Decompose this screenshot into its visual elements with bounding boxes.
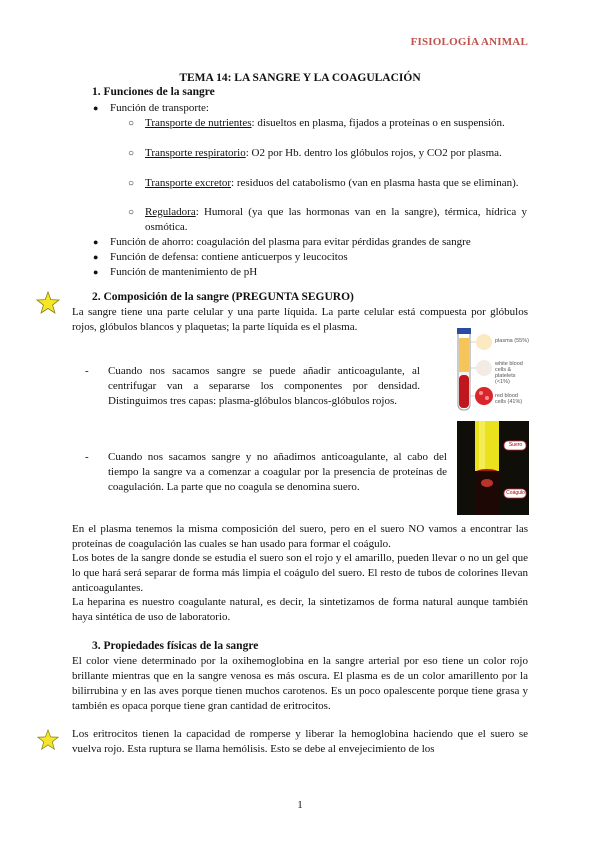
circle-bullet-icon: ○ bbox=[128, 118, 135, 129]
coagulo-label: Coágulo bbox=[506, 490, 525, 496]
clotted-blood-figure bbox=[457, 421, 529, 515]
section2-intro: La sangre tiene una parte celular y una parte líquida. La parte celular está compuesta por glóbulos rojos, glóbulos blancos y plaquetas; la parte líquida es el plasma. bbox=[72, 306, 528, 333]
circle-bullet-icon: ○ bbox=[128, 207, 135, 218]
section3-paragraph-color: El color viene determinado por la oxihemoglobina en la sangre arterial por eso tiene un color rojo brillante mientras que en la sangre venosa es más oscura. El plasma es de un color amarillento por la bilirrubina y en las aves porque tienen muchos carotenos. Es un poco opalescente porque tiene grasa y también es opaca porque tiene gran cantidad de eritrocitos. bbox=[72, 655, 528, 712]
centrifuged-blood-figure bbox=[452, 328, 530, 416]
star-icon bbox=[36, 291, 60, 315]
plasma-label: plasma (55%) bbox=[495, 338, 529, 344]
suero-label: Suero bbox=[508, 442, 523, 448]
section2-heading: 2. Composición de la sangre (PREGUNTA SEGURO) bbox=[92, 291, 354, 303]
white-cells-label: white blood cells & platelets (<1%) bbox=[495, 361, 523, 385]
dash-item-anticoagulante: - Cuando nos sacamos sangre se puede añadir anticoagulante, al centrifugar van a separarse los componentes por densidad. Distinguimos tres capas: plasma-glóbulos blancos-glóbulos rojos. bbox=[85, 365, 420, 407]
bullet-ph: ● Función de mantenimiento de pH bbox=[93, 266, 258, 278]
sub-bullet-respiratorio: ○ Transporte respiratorio: O2 por Hb. dentro los glóbulos rojos, y CO2 por plasma. bbox=[128, 147, 502, 159]
section2-paragraph-botes: Los botes de la sangre donde se estudia el suero son el rojo y el amarillo, pueden llevar o no un gel que lo que hará será separar de forma más limpia el coágulo del suero. El resto de tubos de colorines llevan anticoagulantes. bbox=[72, 552, 528, 594]
subject-header: FISIOLOGÍA ANIMAL bbox=[410, 36, 528, 48]
section1-heading: 1. Funciones de la sangre bbox=[92, 86, 215, 98]
bullet-icon: ● bbox=[93, 237, 99, 247]
star-icon bbox=[37, 729, 59, 751]
circle-bullet-icon: ○ bbox=[128, 178, 135, 189]
red-cells-label: red blood cells (41%) bbox=[495, 393, 523, 405]
section3-heading: 3. Propiedades físicas de la sangre bbox=[92, 640, 259, 652]
dash-item-sin-anticoagulante: - Cuando nos sacamos sangre y no añadimos anticoagulante, al cabo del tiempo la sangre va a comenzar a coagular por la presencia de proteínas de coagulación. La parte que no coagula se denomina suero. bbox=[85, 451, 447, 493]
circle-bullet-icon: ○ bbox=[128, 148, 135, 159]
page-number: 1 bbox=[297, 799, 303, 811]
bullet-transport: ● Función de transporte: bbox=[93, 102, 209, 114]
section2-paragraph-plasma: En el plasma tenemos la misma composición del suero, pero en el suero NO vamos a encontrar las proteínas de coagulación las cuales se han usado para formar el coágulo. bbox=[72, 523, 528, 550]
section2-paragraph-heparina: La heparina es nuestro coagulante natural, es decir, la sintetizamos de forma natural aunque también haya sintética de uso de laboratorio. bbox=[72, 596, 528, 623]
sub-bullet-reguladora: ○ Reguladora: Humoral (ya que las hormonas van en la sangre), térmica, hídrica y osmótica. bbox=[128, 206, 527, 233]
sub-bullet-excretor: ○ Transporte excretor: residuos del catabolismo (van en plasma hasta que se eliminan). bbox=[128, 177, 519, 189]
document-title: TEMA 14: LA SANGRE Y LA COAGULACIÓN bbox=[179, 72, 421, 84]
sub-bullet-nutrientes: ○ Transporte de nutrientes: disueltos en plasma, fijados a proteínas o en suspensión. bbox=[128, 117, 505, 129]
bullet-icon: ● bbox=[93, 103, 99, 113]
bullet-icon: ● bbox=[93, 252, 99, 262]
section3-paragraph-hemolisis: Los eritrocitos tienen la capacidad de romperse y liberar la hemoglobina haciendo que el suero se vuelva rojo. Esta ruptura se llama hemólisis. Esto se debe al envejecimiento de los bbox=[72, 728, 528, 755]
bullet-defensa: ● Función de defensa: contiene anticuerpos y leucocitos bbox=[93, 251, 348, 263]
bullet-ahorro: ● Función de ahorro: coagulación del plasma para evitar pérdidas grandes de sangre bbox=[93, 236, 471, 248]
bullet-icon: ● bbox=[93, 267, 99, 277]
